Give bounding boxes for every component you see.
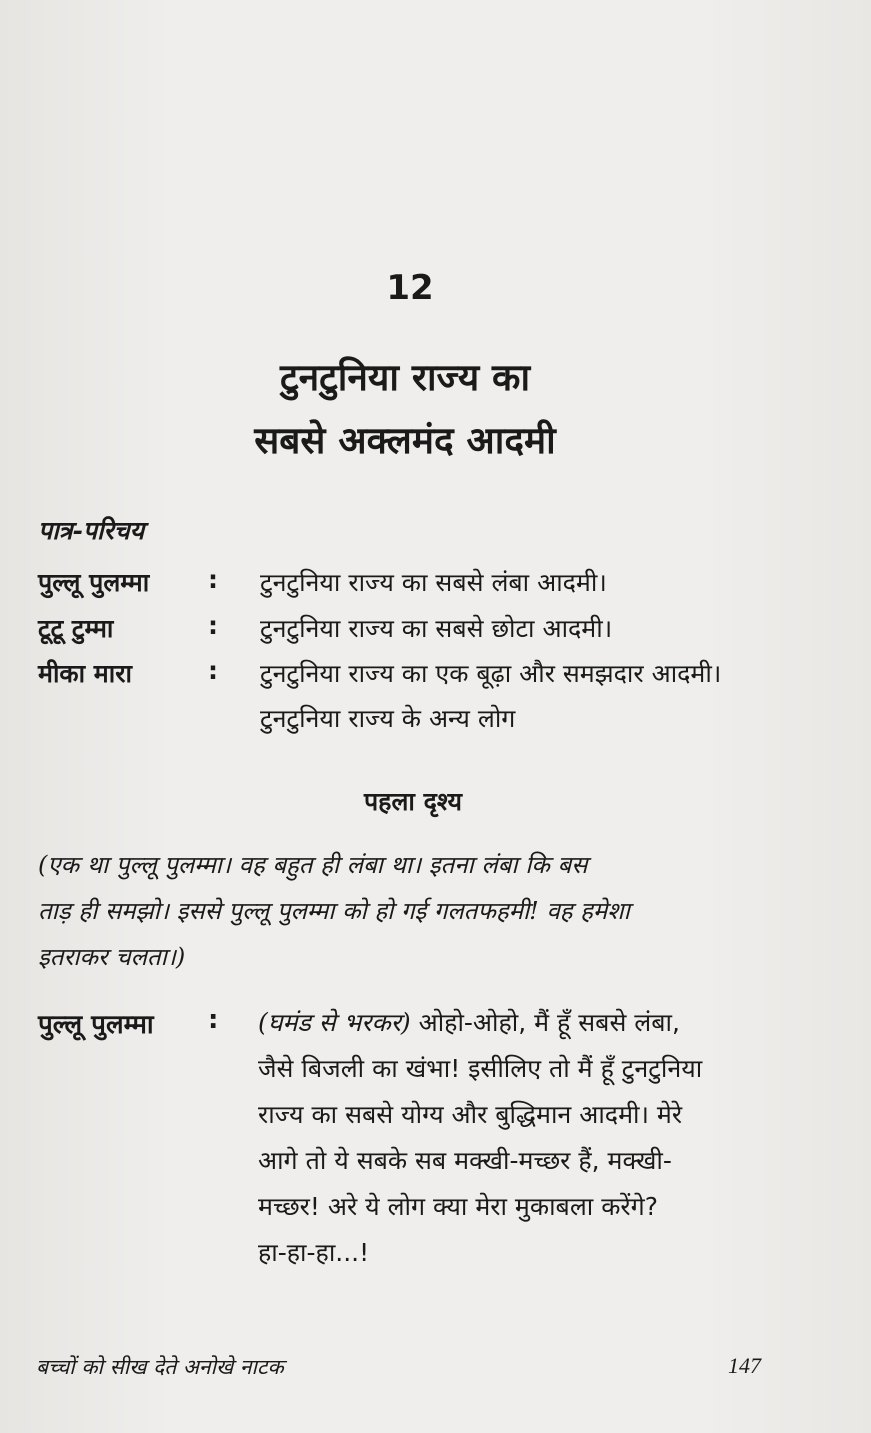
cast-separator: : — [208, 611, 218, 640]
dialogue-text: ओहो-ओहो, मैं हूँ सबसे लंबा, — [410, 1008, 680, 1037]
dialogue-line: मच्छर! अरे ये लोग क्या मेरा मुकाबला करेंगे? — [258, 1192, 658, 1221]
cast-separator: : — [208, 656, 218, 685]
dialogue-line: आगे तो ये सबके सब मक्खी-मच्छर हैं, मक्खी- — [258, 1146, 672, 1175]
dialogue-speaker: पुल्लू पुलम्मा — [38, 1010, 154, 1040]
dialogue-separator: : — [208, 1005, 219, 1035]
cast-name: टूटू टुम्मा — [38, 614, 114, 643]
dialogue-direction: (घमंड से भरकर) — [258, 1008, 411, 1037]
chapter-title-line-2: सबसे अक्लमंद आदमी — [254, 419, 556, 462]
cast-row — [38, 701, 798, 741]
footer-book-title: बच्चों को सीख देते अनोखे नाटक — [36, 1355, 284, 1379]
cast-separator: : — [208, 565, 218, 594]
cast-name: मीका मारा — [38, 659, 132, 688]
chapter-title-line-1: टुनटुनिया राज्य का — [279, 356, 531, 399]
dialogue-line — [258, 1005, 680, 1039]
scene-heading: पहला दृश्य — [363, 787, 462, 816]
page-number: 147 — [728, 1353, 761, 1378]
cast-row — [38, 656, 798, 696]
cast-description: टुनटुनिया राज्य का एक बूढ़ा और समझदार आदमी। — [260, 659, 722, 688]
cast-description: टुनटुनिया राज्य का सबसे लंबा आदमी। — [260, 568, 607, 597]
cast-description: टुनटुनिया राज्य के अन्य लोग — [260, 704, 516, 733]
chapter-number: 12 — [386, 268, 434, 308]
cast-heading: पात्र-परिचय — [38, 516, 145, 545]
cast-description: टुनटुनिया राज्य का सबसे छोटा आदमी। — [260, 614, 613, 643]
dialogue-line: जैसे बिजली का खंभा! इसीलिए तो मैं हूँ टुनटुनिया — [258, 1054, 703, 1083]
stage-direction-line: (एक था पुल्लू पुलम्मा। वह बहुत ही लंबा था। इतना लंबा कि बस — [38, 851, 588, 879]
cast-row — [38, 611, 798, 651]
stage-direction-line: इतराकर चलता।) — [38, 943, 186, 971]
dialogue-line: हा-हा-हा...! — [258, 1238, 370, 1267]
stage-direction-line: ताड़ ही समझो। इससे पुल्लू पुलम्मा को हो गई गलतफहमी! वह हमेशा — [38, 897, 630, 925]
cast-name: पुल्लू पुलम्मा — [38, 568, 150, 597]
cast-row — [38, 565, 798, 605]
dialogue-line: राज्य का सबसे योग्य और बुद्धिमान आदमी। मेरे — [258, 1100, 683, 1129]
